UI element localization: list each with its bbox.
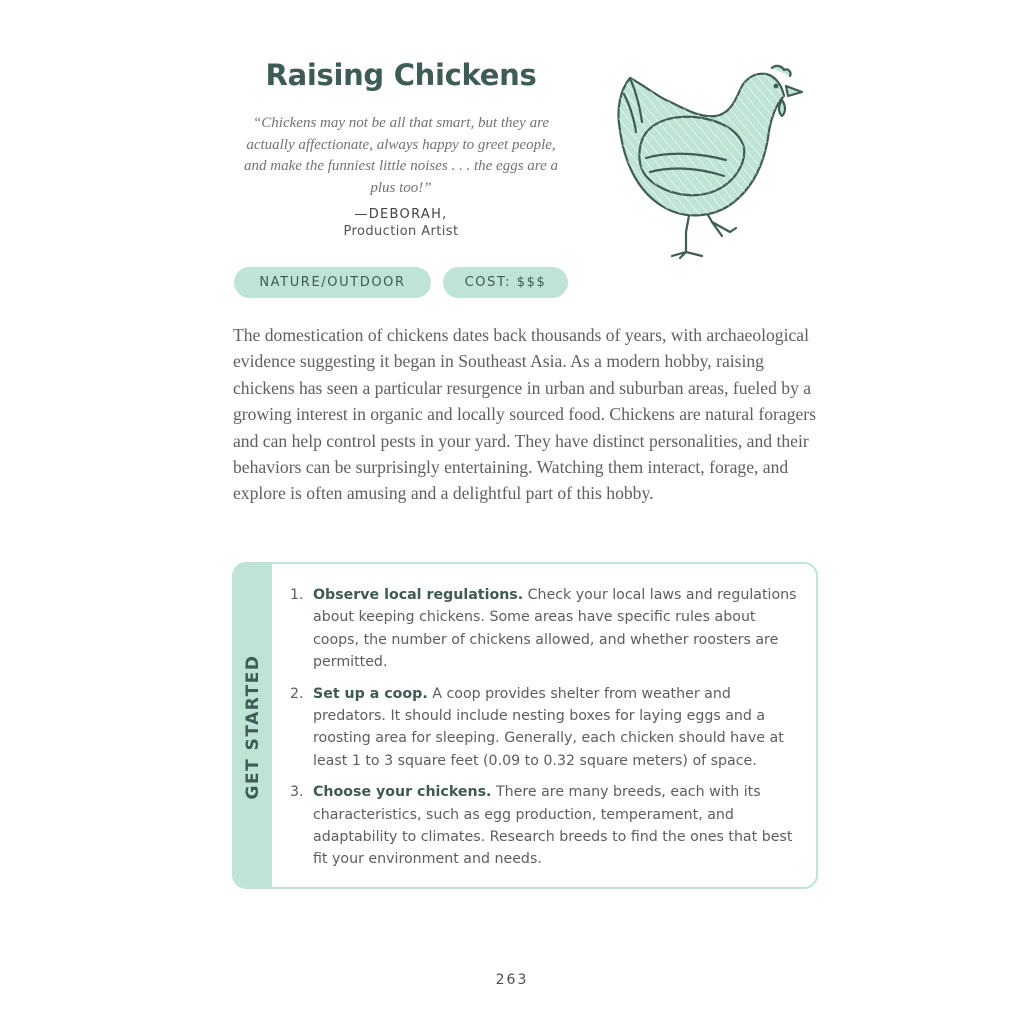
cost-tag: COST: $$$ <box>443 267 568 298</box>
intro-paragraph: The domestication of chickens dates back thousands of years, with archaeological evidence suggesting it began in Southeast Asia. As a modern hobby, raising chickens has seen a particular resurgence in urban and suburban areas, fueled by a growing interest in organic and locally sourced food. Chickens are natural foragers and can help control pests in your yard. They have distinct personalities, and their behaviors can be surprisingly entertaining. Watching them interact, forage, and explore is often amusing and a delightful part of this hobby. <box>233 325 817 504</box>
quote-author-role: Production Artist <box>343 224 459 239</box>
step-text: A coop provides shelter from weather and predators. It should include nesting boxes for laying eggs and a roosting area for sleeping. Generally, each chicken should have at least 1 to 3 square feet (0.09 to 0.32 square meters) of space. <box>313 685 784 769</box>
list-item <box>290 584 805 674</box>
step-text: There are many breeds, each with its characteristics, such as egg production, temperament, and adaptability to climates. Research breeds to find the ones that best fit your environment and needs. <box>313 784 793 868</box>
list-item <box>290 781 805 871</box>
get-started-sidebar <box>234 564 272 887</box>
step-lead: Observe local regulations. <box>313 587 524 603</box>
step-number: 3. <box>290 784 304 801</box>
step-number: 1. <box>290 587 304 603</box>
quote-author: —DEBORAH, <box>354 207 448 222</box>
step-text: Check your local laws and regulations about keeping chickens. Some areas have specific rules about coops, the number of chickens allowed, and whether roosters are permitted. <box>313 587 797 671</box>
page-title: Raising Chickens <box>265 58 537 92</box>
chicken-illustration-icon <box>606 60 812 265</box>
list-item <box>290 683 805 773</box>
get-started-label: GET STARTED <box>243 654 263 800</box>
step-lead: Set up a coop. <box>313 685 428 702</box>
pull-quote: “Chickens may not be all that smart, but they are actually affectionate, always happy to greet people, and make the funniest little noises . . . the eggs are a plus too!” <box>244 115 558 196</box>
category-tag: NATURE/OUTDOOR <box>234 267 431 298</box>
steps-list <box>290 584 805 880</box>
step-number: 2. <box>290 685 304 702</box>
step-lead: Choose your chickens. <box>313 784 492 801</box>
get-started-box <box>232 562 818 889</box>
page-number: 263 <box>495 972 529 988</box>
